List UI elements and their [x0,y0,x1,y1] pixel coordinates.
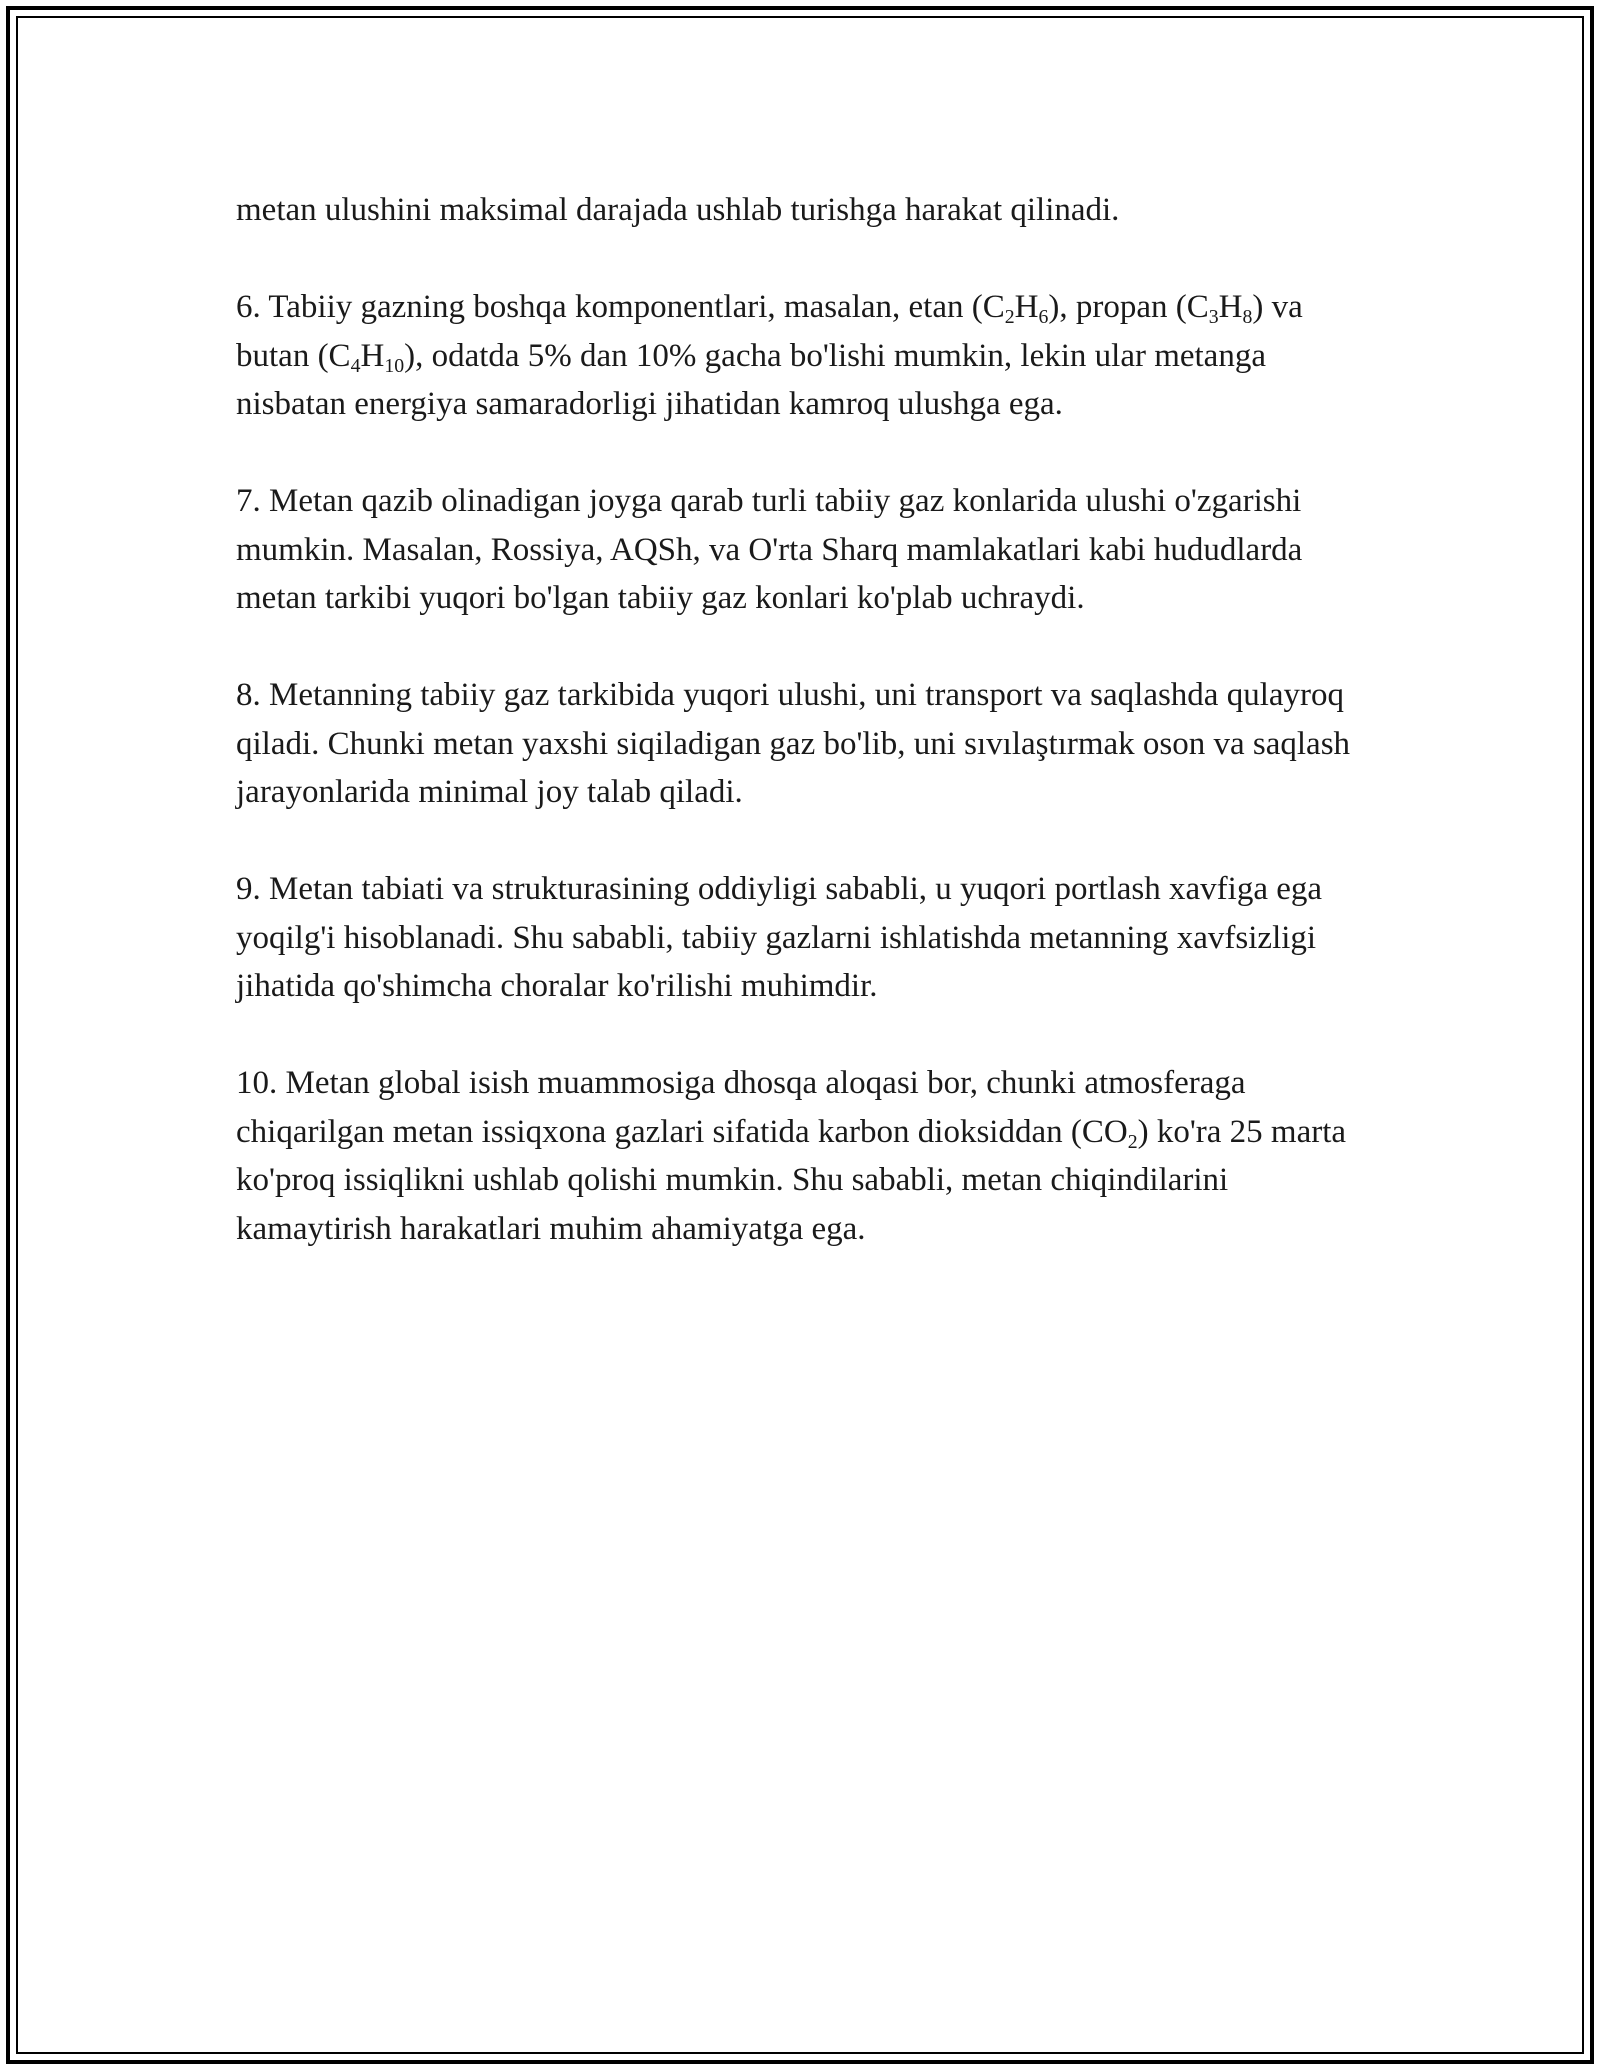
text-segment: ), odatda 5% dan 10% gacha bo'lishi mumkin, lekin ular metanga nisbatan energiya samaradorligi jihatidan kamroq ulushga ega. [236,337,1266,422]
text-segment: 8. Metanning tabiiy gaz tarkibida yuqori ulushi, uni transport va saqlashda qulayroq qiladi. Chunki metan yaxshi siqiladigan gaz bo'lib, uni sıvılaştırmak oson va saqlash jarayonlarida minimal joy talab qiladi. [236,677,1351,810]
text-segment: metan ulushini maksimal darajada ushlab turishga harakat qilinadi. [236,192,1120,228]
paragraph-p9 [236,865,1366,1011]
document-body [236,186,1366,1302]
text-segment: 6. Tabiiy gazning boshqa komponentlari, masalan, etan (C [236,289,1005,325]
text-segment: 10. Metan global isish muammosiga dhosqa aloqasi bor, chunki atmosferaga chiqarilgan metan issiqxona gazlari sifatida karbon dioksiddan (CO [236,1065,1246,1150]
text-segment: ) va butan (C [236,289,1303,374]
text-segment: H [1218,289,1243,325]
subscript: 4 [350,354,361,377]
subscript: 3 [1208,305,1219,328]
paragraph-p-continued [236,186,1366,235]
text-segment: H [360,337,385,374]
text-segment: 9. Metan tabiati va strukturasining oddiyligi sababli, u yuqori portlash xavfiga ega yoqilg'i hisoblanadi. Shu sababli, tabiiy gazlarni ishlatishda metanning xavfsizligi jihatida qo'shimcha choralar ko'rilishi muhimdir. [236,871,1323,1004]
subscript: 6 [1038,305,1049,328]
subscript: 2 [1004,305,1015,328]
paragraph-p8 [236,671,1366,817]
text-segment: H [1014,289,1039,325]
subscript: 8 [1242,305,1253,328]
text-segment: ) ko'ra 25 marta ko'proq issiqlikni ushlab qolishi mumkin. Shu sababli, metan chiqindilarini kamaytirish harakatlari muhim ahamiyatga ega. [236,1113,1347,1247]
text-segment: ), propan (C [1048,289,1209,325]
paragraph-p7 [236,477,1366,623]
paragraph-p6 [236,283,1366,429]
subscript: 10 [384,354,405,377]
text-segment: 7. Metan qazib olinadigan joyga qarab turli tabiiy gaz konlarida ulushi o'zgarishi mumkin. Masalan, Rossiya, AQSh, va O'rta Sharq mamlakatlari kabi hududlarda metan tarkibi yuqori bo'lgan tabiiy gaz konlari ko'plab uchraydi. [236,483,1303,616]
subscript: 2 [1127,1130,1138,1153]
paragraph-p10 [236,1059,1366,1253]
